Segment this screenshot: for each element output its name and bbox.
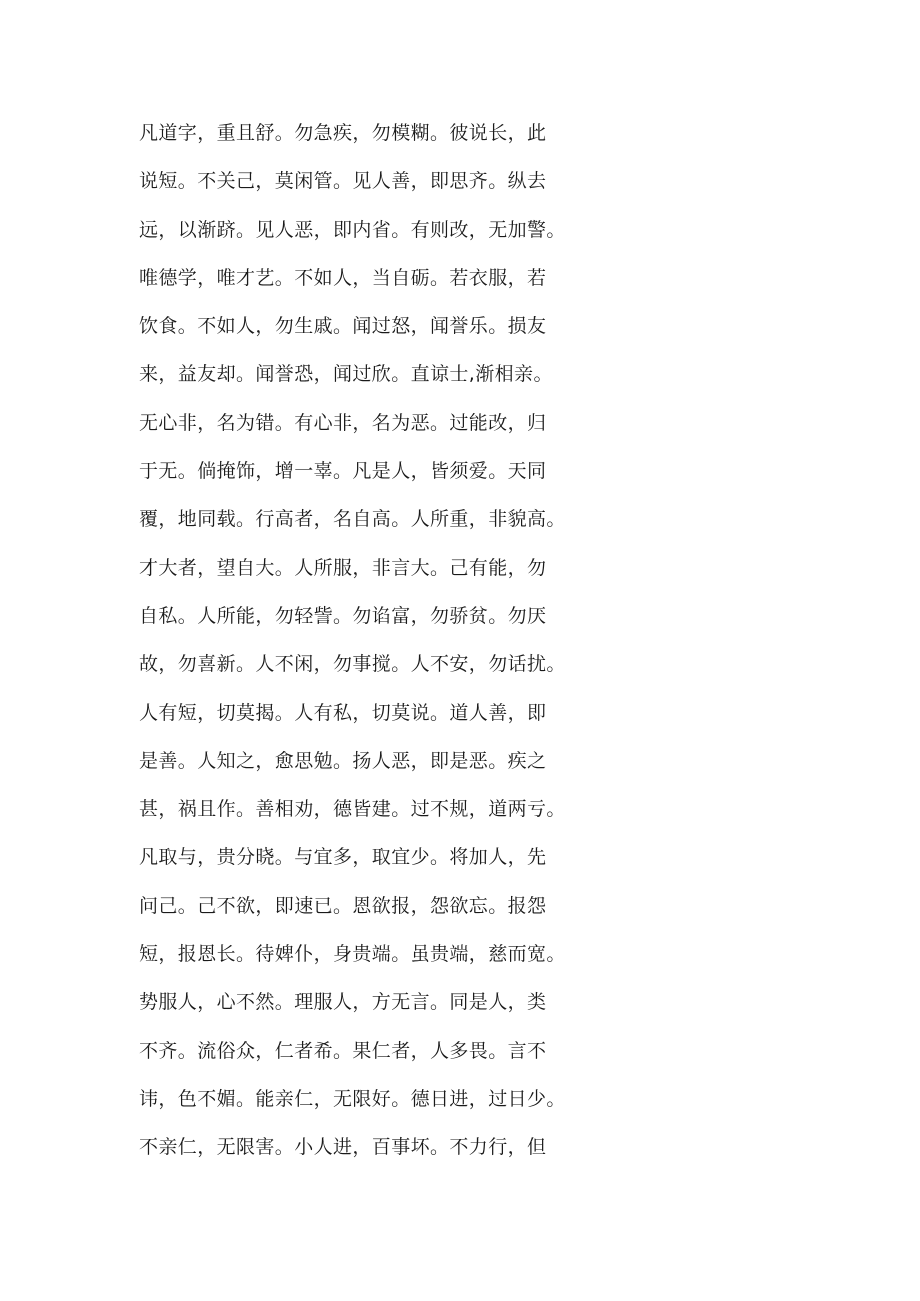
text-line: 于无。倘掩饰，增一辜。凡是人，皆须爱。天同	[139, 460, 547, 483]
text-line: 不亲仁，无限害。小人进，百事坏。不力行，但	[139, 1136, 547, 1159]
text-line: 饮食。不如人，勿生戚。闻过怒，闻誉乐。损友	[139, 315, 547, 338]
text-line: 自私。人所能，勿轻訾。勿谄富，勿骄贫。勿厌	[139, 604, 547, 627]
text-line: 不齐。流俗众，仁者希。果仁者，人多畏。言不	[139, 1039, 547, 1062]
text-line: 来，益友却。闻誉恐，闻过欣。直谅士,渐相亲。	[139, 363, 553, 386]
text-line: 问己。己不欲，即速已。恩欲报，怨欲忘。报怨	[139, 894, 547, 917]
text-line: 才大者，望自大。人所服，非言大。己有能，勿	[139, 556, 547, 579]
text-line: 远，以渐跻。见人恶，即内省。有则改，无加警。	[139, 218, 566, 241]
text-line: 势服人，心不然。理服人，方无言。同是人，类	[139, 991, 547, 1014]
text-line: 讳，色不媚。能亲仁，无限好。德日进，过日少。	[139, 1087, 566, 1110]
text-line: 凡道字，重且舒。勿急疾，勿模糊。彼说长，此	[139, 122, 547, 144]
text-line: 无心非，名为错。有心非，名为恶。过能改，归	[139, 411, 547, 434]
text-line: 唯德学，唯才艺。不如人，当自砺。若衣服，若	[139, 266, 547, 289]
text-line: 凡取与，贵分晓。与宜多，取宜少。将加人，先	[139, 846, 547, 869]
text-line: 人有短，切莫揭。人有私，切莫说。道人善，即	[139, 701, 547, 724]
text-line: 是善。人知之，愈思勉。扬人恶，即是恶。疾之	[139, 749, 547, 772]
text-line: 甚，祸且作。善相劝，德皆建。过不规，道两亏。	[139, 798, 566, 821]
text-line: 说短。不关己，莫闲管。见人善，即思齐。纵去	[139, 170, 547, 193]
text-line: 故，勿喜新。人不闲，勿事搅。人不安，勿话扰。	[139, 653, 566, 676]
text-body	[139, 109, 599, 1172]
text-line: 覆，地同载。行高者，名自高。人所重，非貌高。	[139, 508, 566, 531]
text-line: 短，报恩长。待婢仆，身贵端。虽贵端，慈而宽。	[139, 943, 566, 966]
